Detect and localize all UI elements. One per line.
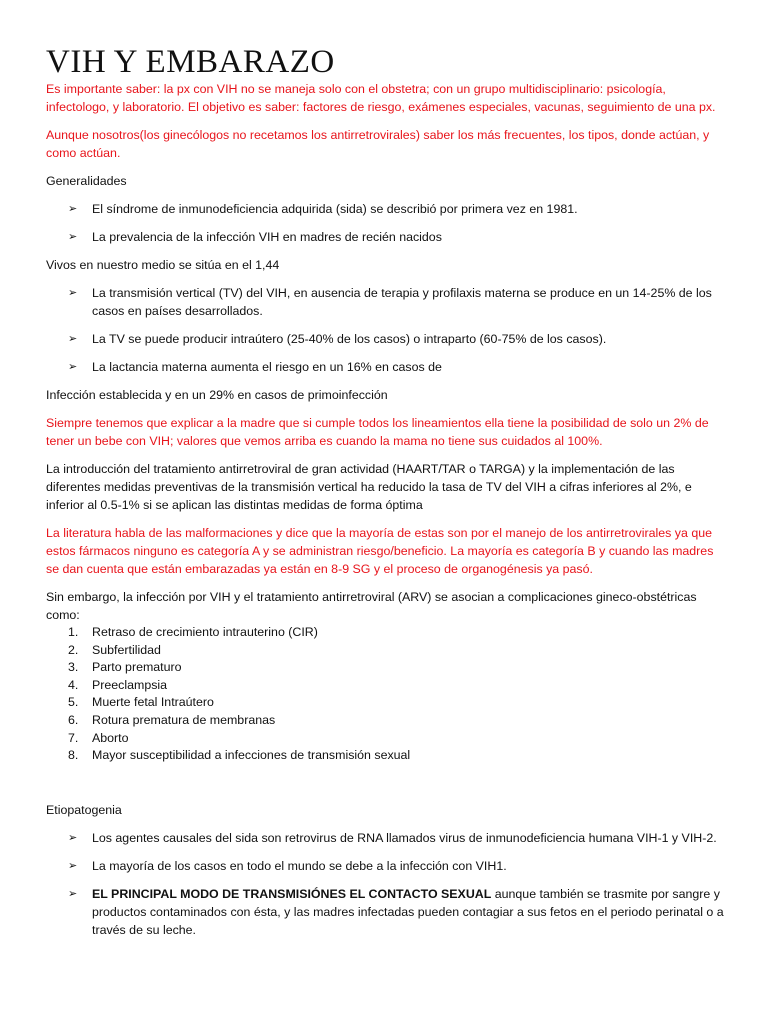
infeccion-line: Infección establecida y en un 29% en casos de primoinfección <box>46 388 388 402</box>
list-item: 7. Aborto <box>68 730 129 745</box>
red-paragraph-literatura: La literatura habla de las malformaciones y dice que la mayoría de estas son por el manejo de los antirretrovirales ya que estos fármacos ninguno es categoría A y se administran riesgo/beneficio. La mayoría es categoría B y cuando las madres se dan cuenta que están embarazadas ya están en 8-9 SG y el proceso de organogénesis ya pasó. <box>46 526 714 576</box>
list-item: 8. Mayor susceptibilidad a infecciones de transmisión sexual <box>68 748 411 763</box>
vivos-line: Vivos en nuestro medio se sitúa en el 1,44 <box>46 258 280 272</box>
complicaciones-list <box>46 624 726 765</box>
arrow-bullet-icon: ➢ <box>68 287 78 299</box>
list-item: ➢ La prevalencia de la infección VIH en madres de recién nacidos <box>68 230 442 244</box>
arrow-bullet-icon: ➢ <box>68 231 78 243</box>
intro-red-paragraph-1: Es importante saber: la px con VIH no se maneja solo con el obstetra; con un grupo multidisciplinario: psicología, infectologo, y laboratorio. El objetivo es saber: factores de riesgo, exámenes especiales, vacunas, seguimiento de una px. <box>46 82 716 114</box>
list-item: 5. Muerte fetal Intraútero <box>68 695 214 710</box>
list-item: 2. Subfertilidad <box>68 642 161 657</box>
list-item: 1. Retraso de crecimiento intrauterino (CIR) <box>68 625 318 639</box>
arrow-bullet-icon: ➢ <box>68 831 78 844</box>
list-item: ➢ La mayoría de los casos en todo el mundo se debe a la infección con VIH1. <box>68 858 507 873</box>
arrow-bullet-icon: ➢ <box>68 361 78 373</box>
generalidades-list-2 <box>46 284 726 376</box>
etiopatogenia-list <box>46 829 726 939</box>
list-item: 4. Preeclampsia <box>68 677 168 692</box>
list-item: 3. Parto prematuro <box>68 660 182 675</box>
red-paragraph-siempre: Siempre tenemos que explicar a la madre que si cumple todos los lineamientos ella tiene la posibilidad de solo un 2% de tener un bebe con VIH; valores que vemos arriba es cuando la mama no tiene sus cuidados al 100%. <box>46 416 709 448</box>
etiopatogenia-heading: Etiopatogenia <box>46 802 122 817</box>
generalidades-heading: Generalidades <box>46 174 127 188</box>
haart-paragraph: La introducción del tratamiento antirretroviral de gran actividad (HAART/TAR o TARGA) y la implementación de las diferentes medidas preventivas de la transmisión vertical ha reducido la tasa de TV del VIH a cifras inferiores al 2%, e inferior al 0.5-1% si se aplican las distintas medidas de forma óptima <box>46 462 692 512</box>
sin-embargo-paragraph: Sin embargo, la infección por VIH y el tratamiento antirretroviral (ARV) se asocian a complicaciones gineco-obstétricas como: <box>46 590 697 622</box>
list-item: 6. Rotura prematura de membranas <box>68 712 276 727</box>
document-title: VIH Y EMBARAZO <box>46 44 335 80</box>
list-item: ➢ La TV se puede producir intraútero (25-40% de los casos) o intraparto (60-75% de los casos). <box>68 332 607 346</box>
arrow-bullet-icon: ➢ <box>68 203 78 215</box>
list-item: ➢ Los agentes causales del sida son retrovirus de RNA llamados virus de inmunodeficiencia humana VIH-1 y VIH-2. <box>68 830 717 845</box>
document-page <box>46 44 726 939</box>
list-item: ➢ La transmisión vertical (TV) del VIH, en ausencia de terapia y profilaxis materna se produce en un 14-25% de los casos en países desarrollados. <box>68 286 712 318</box>
generalidades-list-1 <box>46 200 726 246</box>
arrow-bullet-icon: ➢ <box>68 887 78 900</box>
arrow-bullet-icon: ➢ <box>68 333 78 345</box>
arrow-bullet-icon: ➢ <box>68 859 78 872</box>
list-item: ➢ El síndrome de inmunodeficiencia adquirida (sida) se describió por primera vez en 1981. <box>68 202 578 216</box>
list-item: ➢ EL PRINCIPAL MODO DE TRANSMISIÓNES EL CONTACTO SEXUAL aunque también se trasmite por sangre y productos contaminados con ésta, y las madres infectadas pueden contagiar a sus fetos en el periodo perinatal o a través de su leche. <box>68 886 724 937</box>
bold-emphasis: EL PRINCIPAL MODO DE TRANSMISIÓNES EL CONTACTO SEXUAL <box>92 886 492 901</box>
list-item: ➢ La lactancia materna aumenta el riesgo en un 16% en casos de <box>68 360 442 374</box>
intro-red-paragraph-2: Aunque nosotros(los ginecólogos no recetamos los antirretrovirales) saber los más frecuentes, los tipos, donde actúan, y como actúan. <box>46 128 710 160</box>
